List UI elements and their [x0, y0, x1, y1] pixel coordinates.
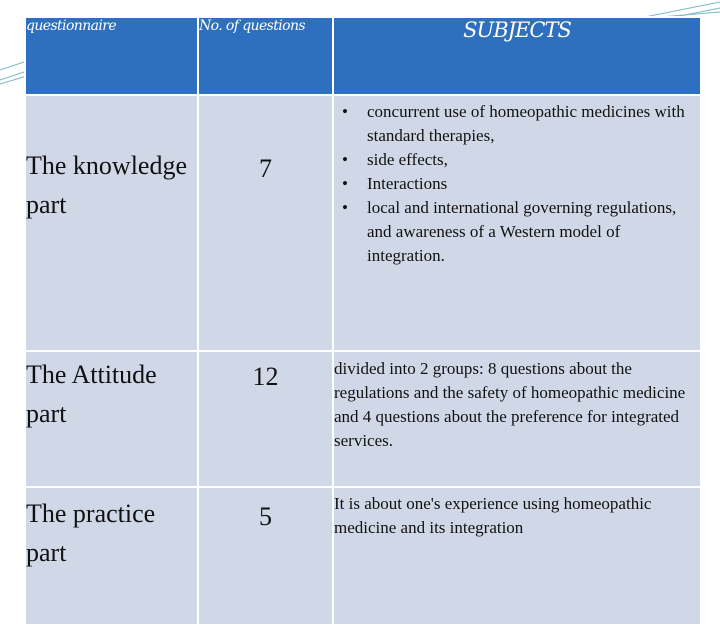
table-row-practice	[25, 487, 701, 625]
question-count: 5	[198, 487, 333, 625]
questionnaire-table	[24, 16, 702, 626]
header-number-of-questions: No. of questions	[198, 17, 333, 95]
part-name: The Attitude part	[25, 351, 198, 487]
subjects-bullet-list	[334, 96, 700, 268]
bullet-item: • side effects,	[342, 148, 694, 172]
table-header-row	[25, 17, 701, 95]
question-count: 12	[198, 351, 333, 487]
part-name: The practice part	[25, 487, 198, 625]
table-row-knowledge	[25, 95, 701, 351]
question-count: 7	[198, 95, 333, 351]
header-subjects: SUBJECTS	[333, 17, 701, 95]
table-row-attitude	[25, 351, 701, 487]
part-name: The knowledge part	[25, 95, 198, 351]
bullet-item: • Interactions	[342, 172, 694, 196]
bullet-item: • concurrent use of homeopathic medicines with standard therapies,	[342, 100, 694, 148]
header-questionnaire: questionnaire	[25, 17, 198, 95]
subjects-text: divided into 2 groups: 8 questions about the regulations and the safety of homeopathic medicine and 4 questions about the preference for integrated services.	[333, 351, 701, 487]
subjects-text: It is about one's experience using homeopathic medicine and its integration	[333, 487, 701, 625]
subjects-cell	[333, 95, 701, 351]
bullet-item: • local and international governing regulations, and awareness of a Western model of integration.	[342, 196, 694, 268]
